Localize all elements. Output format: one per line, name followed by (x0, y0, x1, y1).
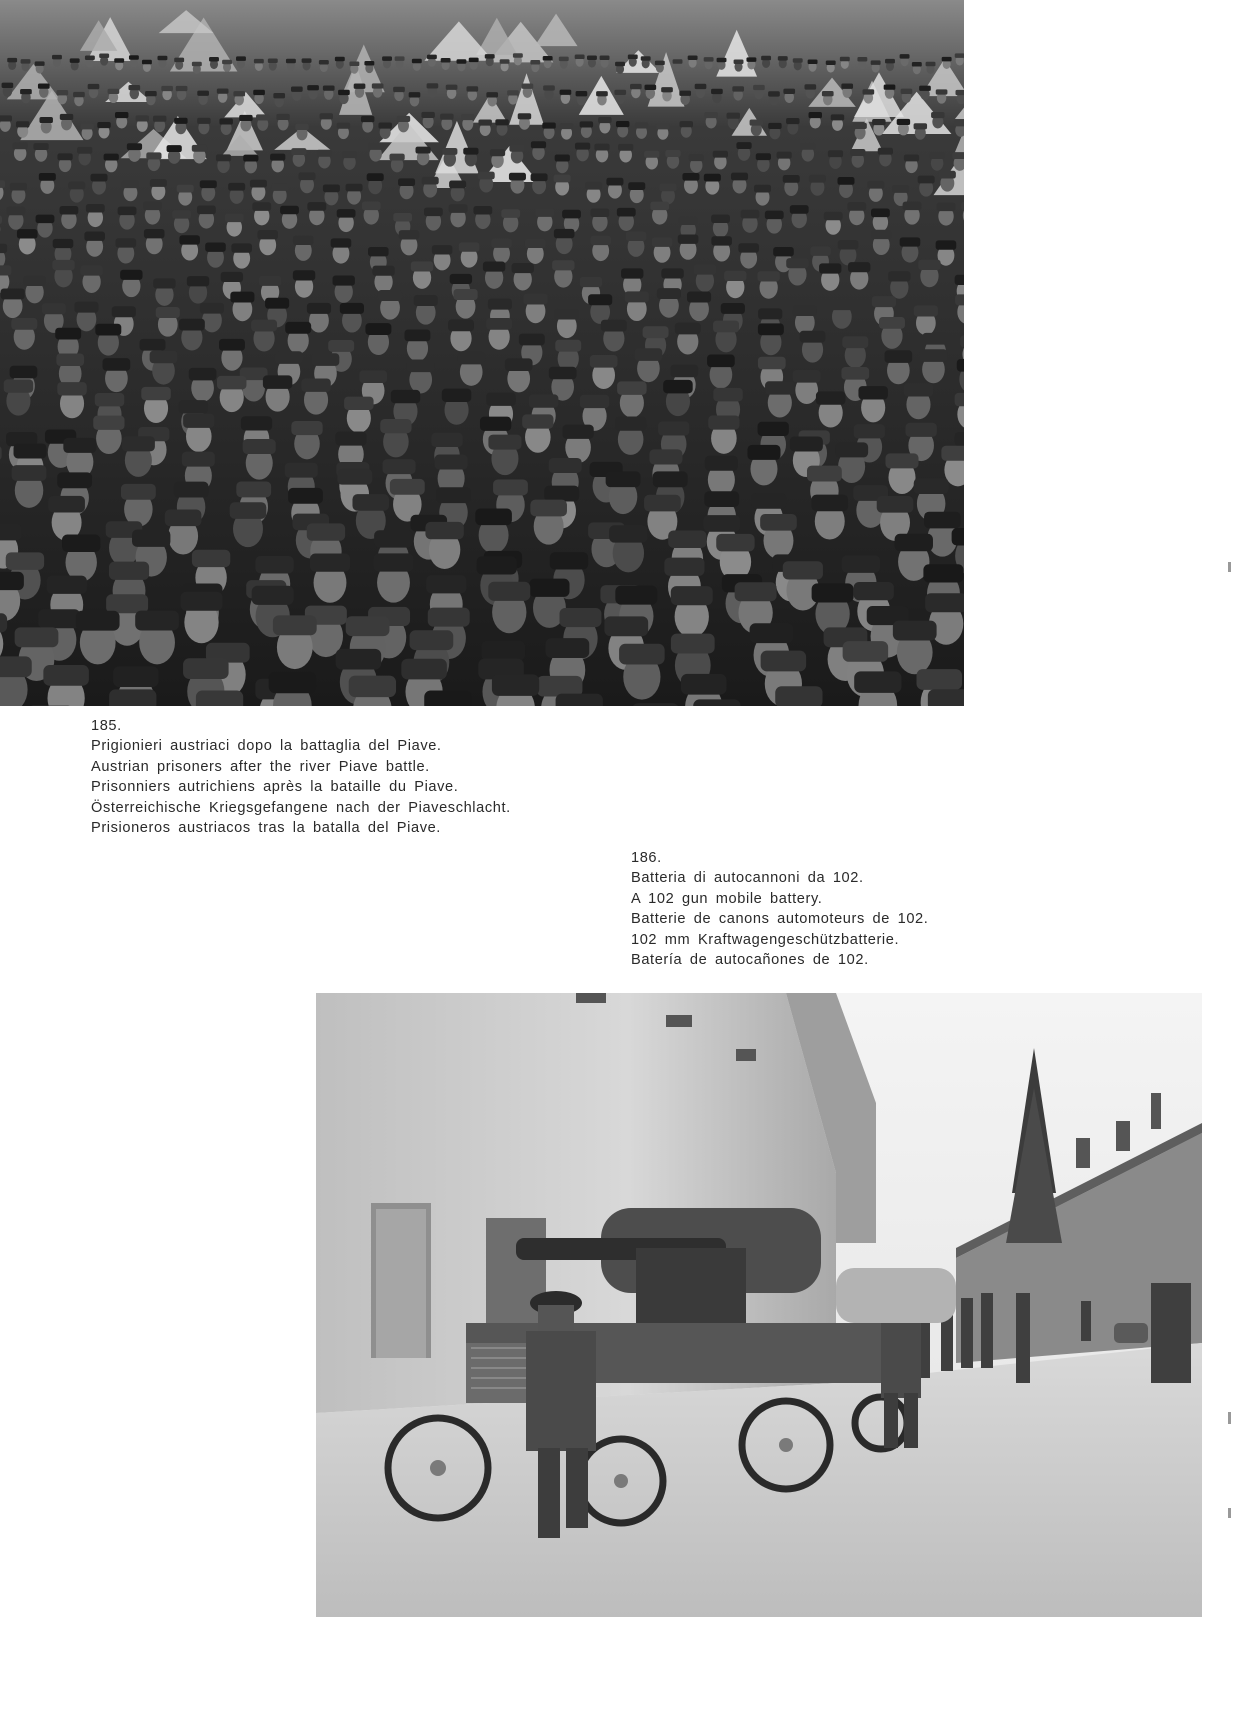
caption-figure-186 (631, 848, 1011, 970)
caption-line-english: Austrian prisoners after the river Piave battle. (91, 758, 430, 775)
caption-line-italian: Prigionieri austriaci dopo la battaglia del Piave. (91, 738, 442, 755)
caption-line-spanish: Batería de autocañones de 102. (631, 952, 869, 969)
caption-figure-185 (91, 716, 611, 838)
crowd-illustration (0, 0, 964, 706)
photo-austrian-prisoners (0, 0, 964, 706)
scan-mark (1228, 1412, 1231, 1424)
scan-mark (1228, 1508, 1231, 1518)
figure-number: 185. (91, 718, 122, 734)
caption-line-french: Batterie de canons automoteurs de 102. (631, 911, 929, 928)
caption-line-spanish: Prisioneros austriacos tras la batalla del Piave. (91, 820, 441, 837)
scan-mark (1228, 562, 1231, 572)
caption-line-french: Prisonniers autrichiens après la bataille du Piave. (91, 779, 459, 796)
street-scene-illustration (316, 993, 1202, 1617)
photo-mobile-gun-battery (316, 993, 1202, 1617)
figure-number: 186. (631, 850, 662, 866)
caption-line-german: 102 mm Kraftwagengeschützbatterie. (631, 931, 900, 948)
caption-line-italian: Batteria di autocannoni da 102. (631, 870, 864, 887)
caption-line-german: Österreichische Kriegsgefangene nach der Piaveschlacht. (91, 799, 511, 816)
caption-line-english: A 102 gun mobile battery. (631, 890, 823, 907)
